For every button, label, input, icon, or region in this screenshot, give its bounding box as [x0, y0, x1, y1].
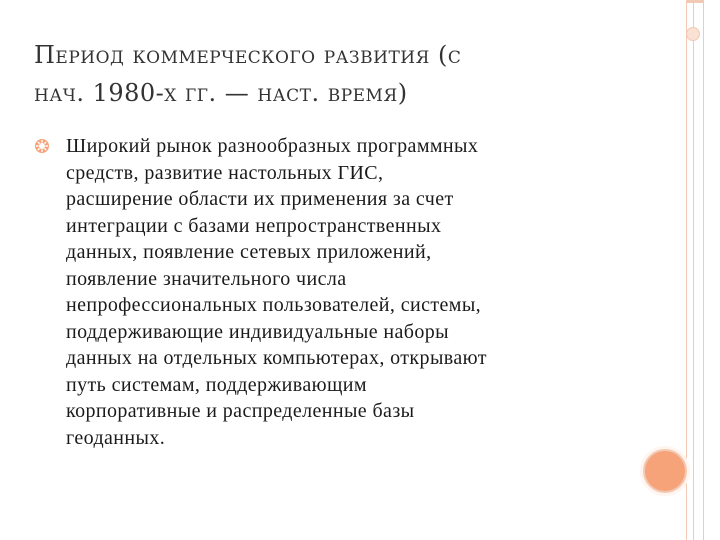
frame-line — [693, 0, 694, 540]
bullet-line: Широкий рынок разнообразных программных — [66, 135, 479, 157]
frame-line — [703, 0, 704, 540]
bullet-line: средств, развитие настольных ГИС, — [66, 161, 384, 184]
bullet-line: расширение области их применения за счет — [66, 188, 454, 210]
frame-line — [686, 0, 687, 540]
sun-bullet-icon — [34, 138, 50, 154]
bullet-item — [34, 133, 634, 451]
decorative-large-circle — [643, 449, 687, 493]
frame-top-bar — [686, 0, 703, 3]
bullet-line: данных на отдельных компьютерах, открывают — [66, 347, 487, 369]
bullet-line: появление значительного числа — [66, 267, 347, 290]
decorative-small-circle — [686, 27, 700, 41]
bullet-line: геоданных. — [66, 426, 166, 449]
bullet-line: данных, появление сетевых приложений, — [66, 241, 432, 263]
slide-title — [34, 36, 634, 112]
title-line-1: Период коммерческого развития (с — [34, 41, 462, 69]
bullet-line: интеграции с базами непространственных — [66, 214, 442, 237]
bullet-line: поддерживающие индивидуальные наборы — [66, 320, 449, 343]
bullet-text — [66, 133, 634, 451]
title-line-2: нач. 1980-х гг. — наст. время) — [34, 79, 408, 107]
bullet-line: непрофессиональных пользователей, системы, — [66, 294, 482, 316]
bullet-line: путь системам, поддерживающим — [66, 373, 367, 396]
bullet-line: корпоративные и распределенные базы — [66, 400, 415, 422]
